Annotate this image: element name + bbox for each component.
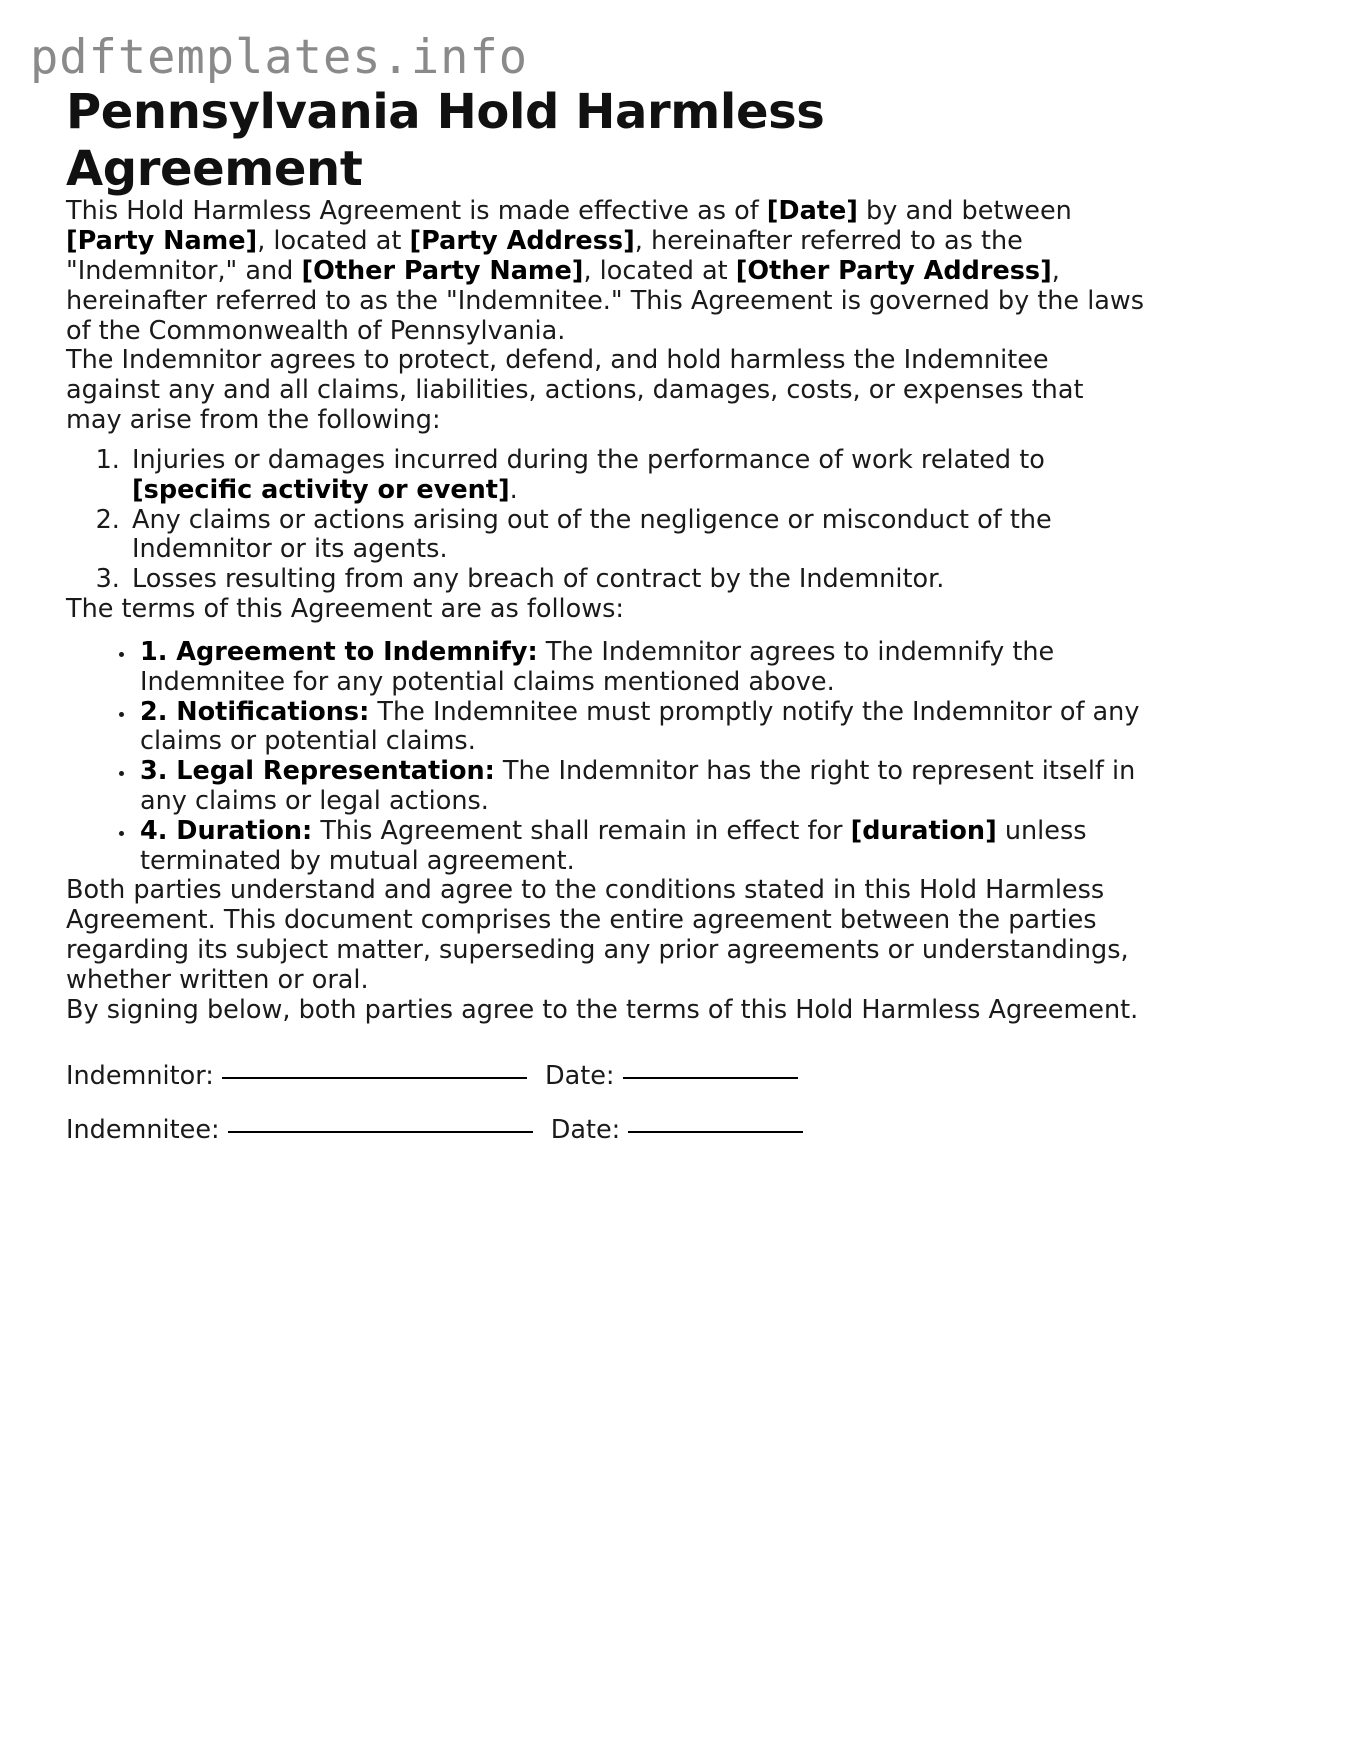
- signature-row-indemnitor: [66, 1062, 1146, 1092]
- closing-paragraph-2: By signing below, both parties agree to the terms of this Hold Harmless Agreement.: [66, 994, 1139, 1025]
- indemnitor-signature-line[interactable]: [222, 1077, 527, 1079]
- obligation-tail-1: .: [509, 474, 518, 505]
- placeholder-party-address: [Party Address]: [409, 226, 635, 257]
- obligations-list: [66, 446, 1146, 595]
- intro-text-5: , located at: [583, 255, 736, 286]
- list-item: [136, 757, 1146, 817]
- intro-text-3: , located at: [257, 226, 410, 257]
- date-label-indemnitee: Date:: [550, 1115, 629, 1146]
- closing-paragraph-1: Both parties understand and agree to the conditions stated in this Hold Harmless Agreement. This document comprises the entire agreement between the parties regarding its subject matter, superseding any prior agreements or understandings, whether written or oral.: [66, 875, 1129, 995]
- signature-row-indemnitee: [66, 1116, 1146, 1146]
- watermark-pdftemplates-info: pdftemplates.info: [30, 30, 529, 85]
- date-label-indemnitor: Date:: [544, 1060, 623, 1091]
- list-item: [128, 565, 1146, 595]
- obligation-text-2: Any claims or actions arising out of the negligence or misconduct of the Indemnitor or its agents.: [132, 504, 1052, 565]
- list-item: [136, 817, 1146, 877]
- term-text-4-tail: unless terminated by mutual agreement.: [140, 815, 1087, 876]
- intro-text-4: , hereinafter referred to as the "Indemnitor," and: [66, 226, 1023, 286]
- term-text-3: The Indemnitor has the right to represent itself in any claims or legal actions.: [140, 756, 1136, 816]
- placeholder-specific-activity: [specific activity or event]: [132, 474, 510, 505]
- term-label-1: 1. Agreement to Indemnify:: [140, 636, 538, 667]
- term-label-3: 3. Legal Representation:: [140, 756, 495, 787]
- indemnitee-date-line[interactable]: [628, 1131, 803, 1133]
- intro-text-2: by and between: [857, 196, 1072, 227]
- document-body: [66, 84, 1146, 1146]
- obligation-text-3: Losses resulting from any breach of contract by the Indemnitor.: [132, 564, 945, 595]
- signature-block: [66, 1062, 1146, 1147]
- intro-text-1: This Hold Harmless Agreement is made effective as of: [66, 196, 767, 227]
- term-text-2: The Indemnitee must promptly notify the Indemnitor of any claims or potential claims.: [140, 696, 1140, 757]
- term-label-4: 4. Duration:: [140, 815, 313, 846]
- list-item: [128, 506, 1146, 566]
- term-text-1: The Indemnitor agrees to indemnify the Indemnitee for any potential claims mentioned above.: [140, 636, 1055, 697]
- term-label-2: 2. Notifications:: [140, 696, 370, 727]
- placeholder-date: [Date]: [766, 196, 858, 227]
- placeholder-other-party-address: [Other Party Address]: [735, 255, 1052, 286]
- list-item: [136, 698, 1146, 758]
- indemnitor-date-line[interactable]: [623, 1077, 798, 1079]
- page-title: Pennsylvania Hold Harmless Agreement: [66, 84, 825, 197]
- intro-paragraph: [66, 197, 1146, 346]
- placeholder-other-party-name: [Other Party Name]: [301, 255, 584, 286]
- obligations-lead-paragraph: The Indemnitor agrees to protect, defend, and hold harmless the Indemnitee against any and all claims, liabilities, actions, damages, costs, or expenses that may arise from the following:: [66, 345, 1084, 436]
- obligation-text-1: Injuries or damages incurred during the performance of work related to: [132, 444, 1045, 475]
- indemnitee-label: Indemnitee:: [66, 1115, 228, 1146]
- placeholder-duration: [duration]: [850, 815, 997, 846]
- intro-text-6: , hereinafter referred to as the "Indemnitee." This Agreement is governed by the laws of the Commonwealth of Pennsylvania.: [66, 255, 1145, 346]
- list-item: [128, 446, 1146, 506]
- term-text-4: This Agreement shall remain in effect for: [312, 815, 851, 846]
- terms-lead-paragraph: The terms of this Agreement are as follows:: [66, 594, 624, 625]
- indemnitee-signature-line[interactable]: [228, 1131, 533, 1133]
- indemnitor-label: Indemnitor:: [66, 1060, 222, 1091]
- list-item: [136, 638, 1146, 698]
- placeholder-party-name: [Party Name]: [66, 226, 258, 257]
- terms-list: [66, 638, 1146, 877]
